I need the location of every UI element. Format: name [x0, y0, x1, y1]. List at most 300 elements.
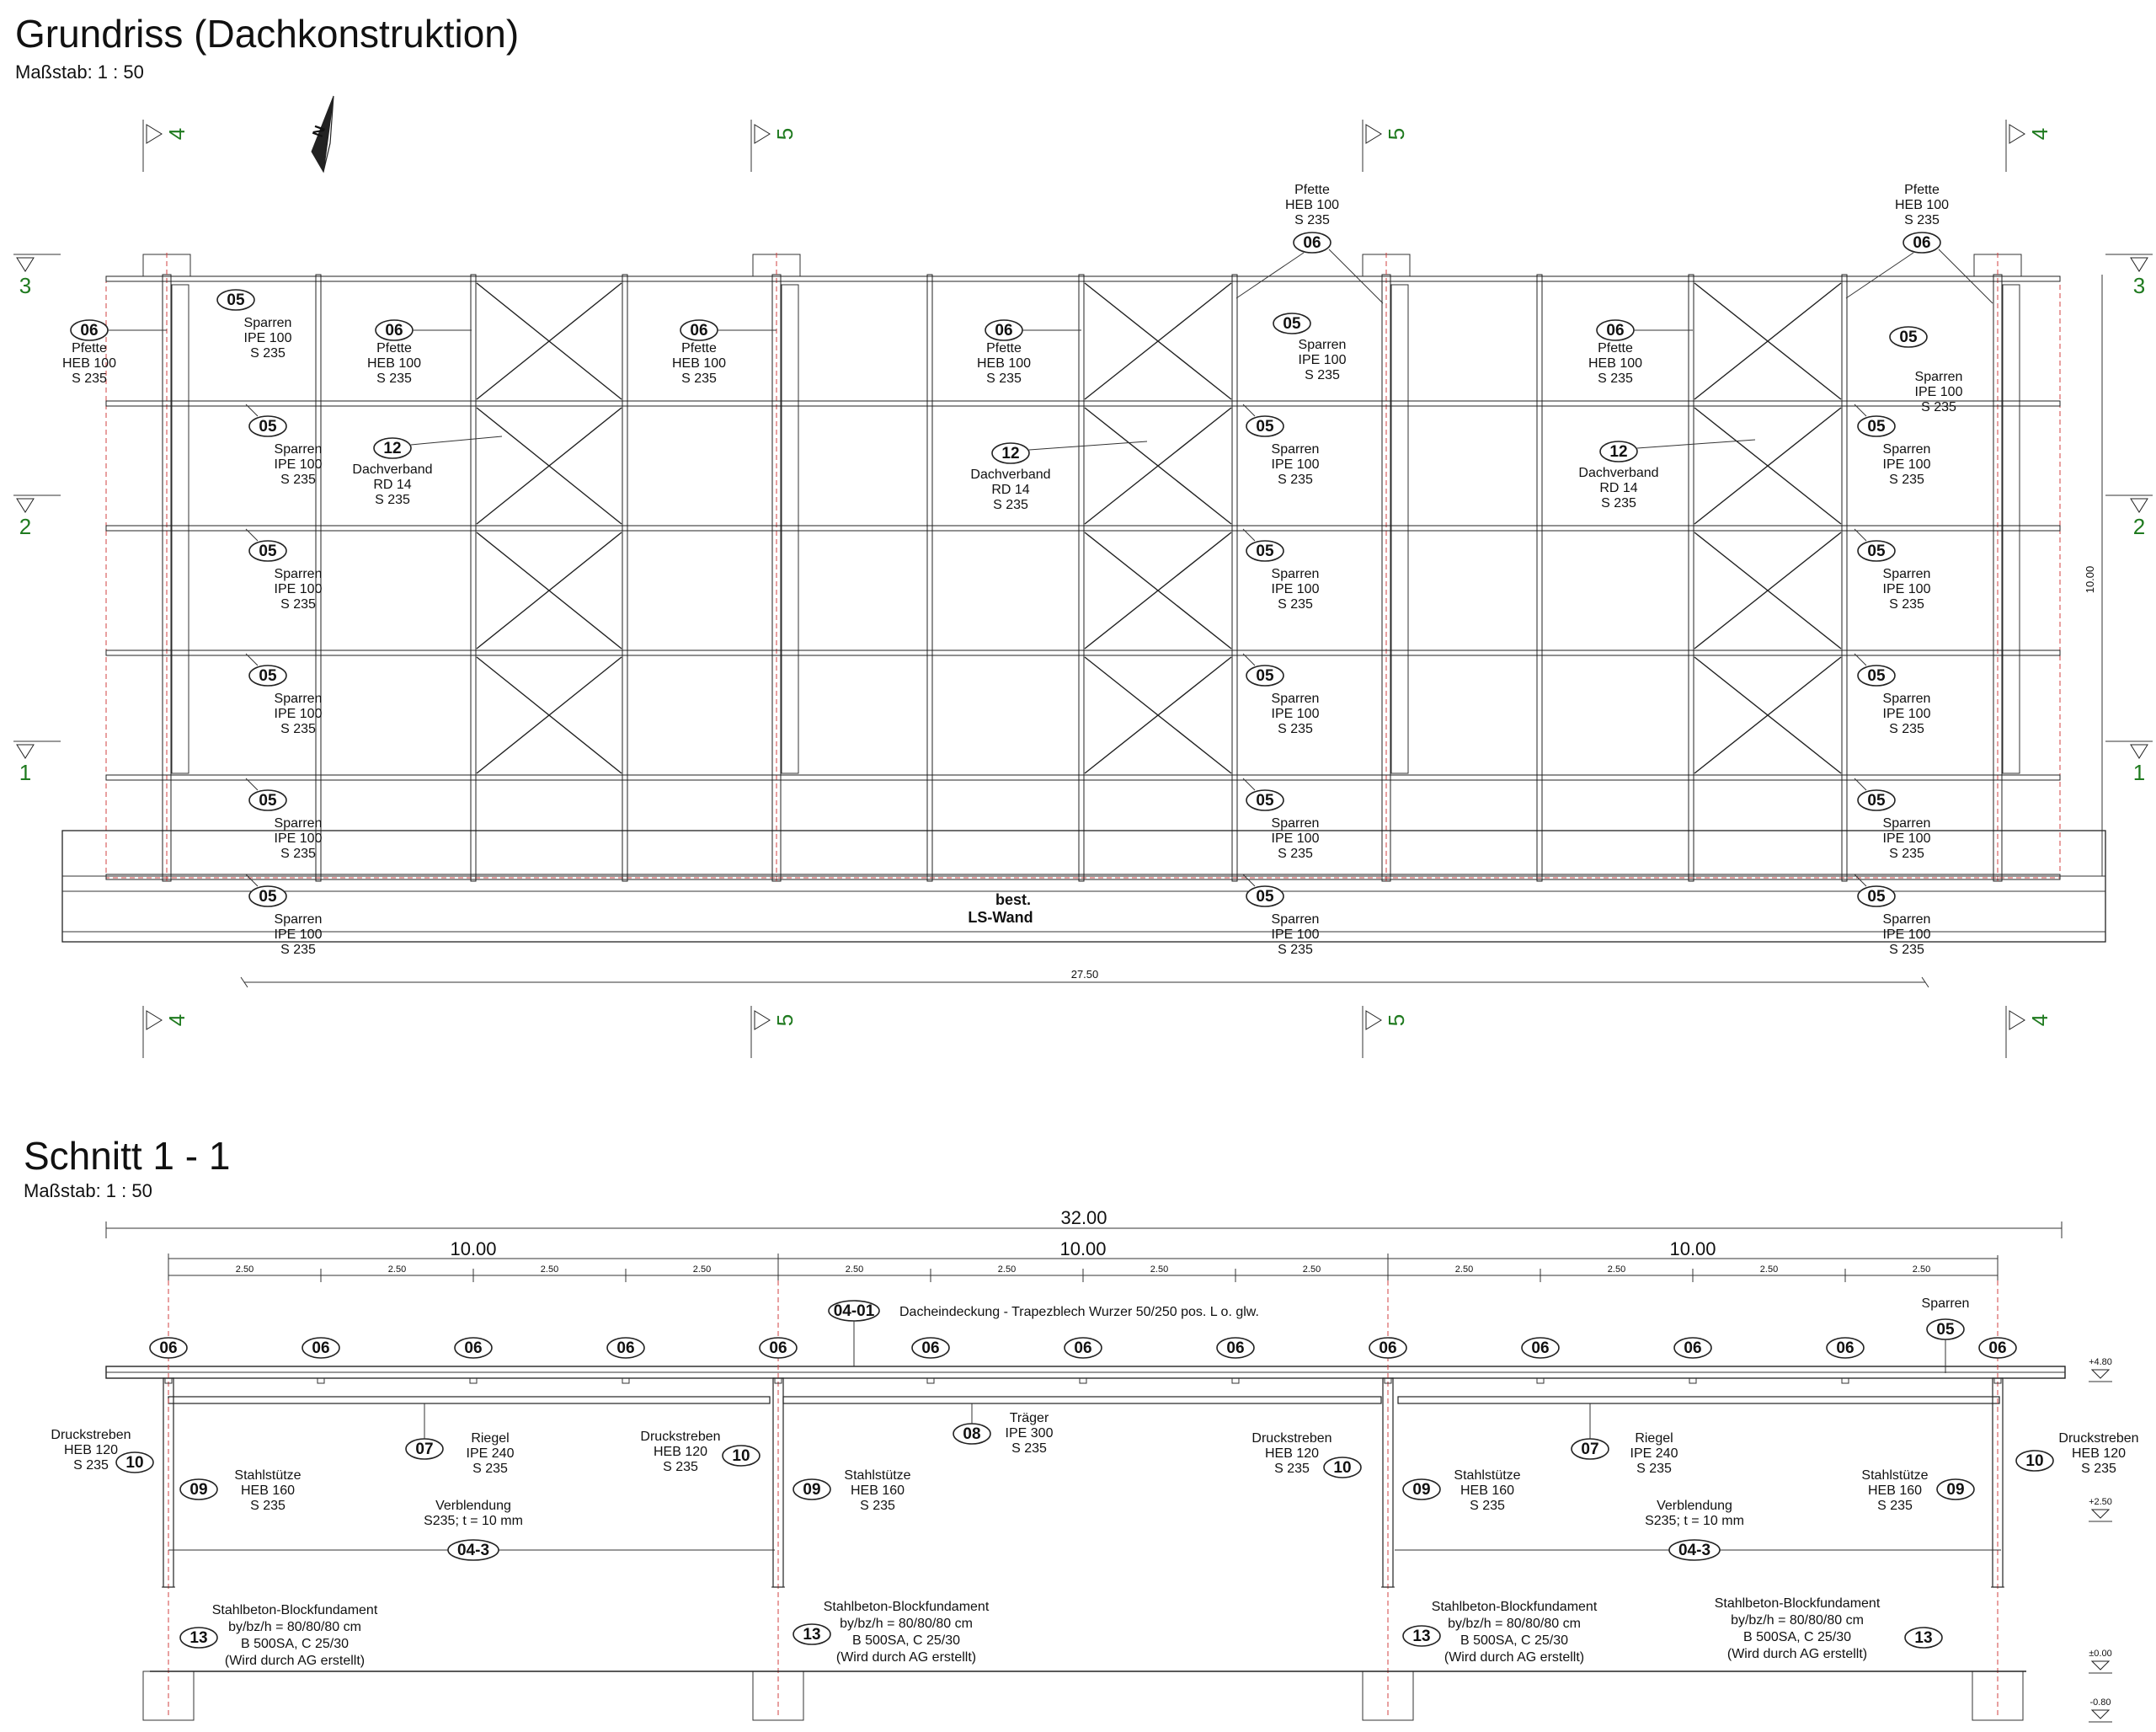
svg-text:10: 10 — [1333, 1459, 1352, 1477]
pfette-section-tag-9 — [1522, 1338, 1559, 1358]
pfette-label-1-1: HEB 100 — [366, 356, 422, 371]
sparren-label-r2-c1-2: S 235 — [1278, 722, 1313, 736]
sparren-label-r1-c2-0: Sparren — [1882, 567, 1931, 581]
traeger-label-0: Träger — [1009, 1411, 1049, 1425]
sparren-label-r2-c2-0: Sparren — [1882, 692, 1931, 706]
pfette-label-3-0: Pfette — [986, 341, 1022, 355]
svg-text:05: 05 — [1256, 667, 1274, 685]
sparren-label-top-mid-0: Sparren — [1298, 338, 1347, 352]
sparren-label-r2-c0-2: S 235 — [280, 722, 316, 736]
pfette-section-tag-8 — [1369, 1338, 1406, 1358]
plan-axis-top-1: 5 — [772, 1013, 798, 1027]
section-dim-sub-1-0: 2.50 — [845, 1264, 864, 1275]
fundament-label-1-1: by/bz/h = 80/80/80 cm — [840, 1617, 973, 1631]
pfette-tag-0 — [71, 320, 108, 340]
section-dim-sub-0-3: 2.50 — [692, 1264, 712, 1275]
sparren-section-label: Sparren — [1921, 1296, 1970, 1311]
sparren-tag-r1-c2 — [1858, 541, 1895, 561]
section-dim-bay-2: 10.00 — [1669, 1238, 1716, 1259]
verblendung-label-1-0: Verblendung — [1657, 1499, 1732, 1513]
stuetze-label-3-0: Stahlstütze — [1861, 1468, 1929, 1483]
plan-purlin-1 — [106, 401, 2060, 406]
sparren-label-r3-c0-0: Sparren — [274, 816, 323, 831]
fundament-label-2-1: by/bz/h = 80/80/80 cm — [1448, 1617, 1581, 1631]
svg-text:05: 05 — [227, 291, 245, 309]
plan-rafter-10 — [1689, 275, 1694, 881]
svg-text:09: 09 — [1412, 1481, 1431, 1499]
svg-text:06: 06 — [921, 1339, 940, 1357]
section-dim-sub-0-0: 2.50 — [235, 1264, 254, 1275]
sparren-label-r1-c0-0: Sparren — [274, 567, 323, 581]
svg-text:05: 05 — [1256, 543, 1274, 560]
sparren-label-r2-c2-1: IPE 100 — [1882, 707, 1931, 721]
plan-dim-depth: 10.00 — [2084, 565, 2096, 594]
fundament-tag-0 — [180, 1628, 217, 1648]
sparren-label-r2-c1-1: IPE 100 — [1271, 707, 1320, 721]
section-dim-sub-1-2: 2.50 — [1150, 1264, 1169, 1275]
sparren-section-tag — [1927, 1319, 1964, 1339]
level-label-1: +2.50 — [2089, 1497, 2112, 1507]
svg-text:13: 13 — [1914, 1629, 1933, 1647]
svg-text:05: 05 — [259, 543, 277, 560]
svg-text:05: 05 — [1867, 543, 1886, 560]
pfette-section-tag-12 — [1979, 1338, 2016, 1358]
strebe-label-1-0: Druckstreben — [640, 1430, 721, 1444]
riegel-tag-1 — [1572, 1439, 1609, 1459]
verband-tag-1 — [992, 443, 1029, 463]
svg-text:08: 08 — [963, 1425, 981, 1443]
svg-text:06: 06 — [1531, 1339, 1550, 1357]
plan-axis-top-0: 4 — [164, 1013, 189, 1027]
verband-label-0-2: S 235 — [375, 493, 410, 507]
stuetze-label-2-2: S 235 — [1470, 1499, 1505, 1513]
pfette-label-1-0: Pfette — [376, 341, 412, 355]
stuetze-label-0-0: Stahlstütze — [234, 1468, 302, 1483]
strebe-label-3-0: Druckstreben — [2058, 1431, 2139, 1446]
section-title: Schnitt 1 - 1 — [24, 1134, 231, 1178]
svg-text:04-3: 04-3 — [456, 1542, 490, 1559]
sparren-label-top-left-2: S 235 — [250, 346, 286, 361]
section-1-1 — [51, 1207, 2138, 1722]
riegel-label-0-2: S 235 — [472, 1462, 508, 1476]
riegel-label-0-1: IPE 240 — [466, 1446, 515, 1461]
pfette-label-4-0: Pfette — [1598, 341, 1633, 355]
sparren-label-r3-c2-0: Sparren — [1882, 816, 1931, 831]
svg-text:12: 12 — [1001, 445, 1020, 462]
fundament-label-0-1: by/bz/h = 80/80/80 cm — [228, 1620, 361, 1634]
plan-purlin-2 — [106, 526, 2060, 531]
svg-text:06: 06 — [80, 322, 99, 339]
sparren-tag-r0-c0 — [249, 416, 286, 436]
fundament-label-1-3: (Wird durch AG erstellt) — [835, 1650, 977, 1665]
pfette-tag-1 — [376, 320, 413, 340]
pfette-top-tag-0 — [1294, 233, 1331, 253]
verband-tag-0 — [374, 438, 411, 458]
fundament-label-0-0: Stahlbeton-Blockfundament — [211, 1603, 378, 1617]
riegel-label-0-0: Riegel — [471, 1431, 510, 1446]
verblendung-label-0-0: Verblendung — [435, 1499, 511, 1513]
fundament-label-3-0: Stahlbeton-Blockfundament — [1714, 1596, 1881, 1611]
stuetze-label-1-2: S 235 — [860, 1499, 895, 1513]
svg-text:05: 05 — [259, 792, 277, 810]
stuetze-label-0-1: HEB 160 — [240, 1483, 296, 1498]
svg-text:07: 07 — [1581, 1441, 1599, 1458]
sparren-label-r4-c2-2: S 235 — [1889, 943, 1924, 957]
sparren-label-r3-c1-1: IPE 100 — [1271, 831, 1320, 846]
stuetze-tag-0 — [180, 1479, 217, 1499]
verblendung-label-0-1: S235; t = 10 mm — [424, 1514, 523, 1528]
sparren-label-r4-c1-0: Sparren — [1271, 912, 1320, 927]
sparren-tag-r0-c2 — [1858, 416, 1895, 436]
svg-text:12: 12 — [1609, 443, 1628, 461]
pfette-top-label-0-0: Pfette — [1294, 183, 1330, 197]
pfette-label-2-0: Pfette — [681, 341, 717, 355]
svg-text:06: 06 — [995, 322, 1013, 339]
plan-rafter-5 — [927, 275, 932, 881]
svg-text:04-3: 04-3 — [1678, 1542, 1711, 1559]
svg-text:05: 05 — [1283, 315, 1301, 333]
fundament-tag-1 — [793, 1624, 830, 1644]
fundament-label-2-0: Stahlbeton-Blockfundament — [1431, 1600, 1598, 1614]
plan-purlin-4 — [106, 775, 2060, 780]
pfette-top-label-0-2: S 235 — [1294, 213, 1330, 227]
wall-label-1: best. — [995, 891, 1032, 908]
level-label-2: ±0.00 — [2089, 1649, 2112, 1659]
pfette-label-4-1: HEB 100 — [1588, 356, 1643, 371]
fundament-tag-2 — [1403, 1626, 1440, 1646]
svg-text:06: 06 — [385, 322, 403, 339]
plan-axis-side-0: 3 — [19, 273, 32, 298]
strebe-tag-2 — [1324, 1457, 1361, 1478]
sparren-tag-r1-c0 — [249, 541, 286, 561]
sparren-label-r0-c0-2: S 235 — [280, 473, 316, 487]
strebe-label-2-0: Druckstreben — [1251, 1431, 1332, 1446]
stuetze-label-2-0: Stahlstütze — [1454, 1468, 1521, 1483]
riegel-tag-0 — [406, 1439, 443, 1459]
verblendung-tag-1 — [1669, 1540, 1720, 1560]
sparren-label-r3-c2-1: IPE 100 — [1882, 831, 1931, 846]
pfette-top-label-1-1: HEB 100 — [1894, 198, 1950, 212]
pfette-label-0-2: S 235 — [72, 372, 107, 386]
svg-text:06: 06 — [1379, 1339, 1397, 1357]
sparren-tag-top-mid — [1273, 313, 1310, 334]
pfette-section-tag-1 — [302, 1338, 339, 1358]
svg-text:06: 06 — [1074, 1339, 1092, 1357]
sparren-label-top-mid-2: S 235 — [1305, 368, 1340, 382]
svg-text:12: 12 — [383, 440, 402, 457]
plan-rafter-6 — [1079, 275, 1084, 881]
sparren-label-top-right-0: Sparren — [1914, 370, 1963, 384]
sparren-label-r4-c0-0: Sparren — [274, 912, 323, 927]
svg-text:06: 06 — [1913, 234, 1931, 252]
sparren-label-r3-c0-1: IPE 100 — [274, 831, 323, 846]
svg-text:05: 05 — [1867, 888, 1886, 906]
pfette-label-0-1: HEB 100 — [61, 356, 117, 371]
plan-rafter-7 — [1232, 275, 1237, 881]
plan-axis-side-2: 1 — [19, 760, 32, 785]
fundament-label-0-2: B 500SA, C 25/30 — [240, 1637, 350, 1651]
plan-axis-top-1: 5 — [772, 127, 798, 141]
sparren-tag-r4-c0 — [249, 886, 286, 906]
svg-text:06: 06 — [1988, 1339, 2007, 1357]
section-dim-sub-0-2: 2.50 — [540, 1264, 559, 1275]
svg-text:13: 13 — [189, 1629, 208, 1647]
stuetze-label-1-1: HEB 160 — [850, 1483, 905, 1498]
stuetze-tag-2 — [1403, 1479, 1440, 1499]
verband-label-0-1: RD 14 — [373, 478, 412, 492]
sparren-label-r4-c0-2: S 235 — [280, 943, 316, 957]
plan-axis-top-3: 4 — [2027, 1013, 2052, 1027]
plan-axis-top-3: 4 — [2027, 127, 2052, 141]
sparren-label-r4-c1-2: S 235 — [1278, 943, 1313, 957]
sparren-tag-r4-c1 — [1246, 886, 1283, 906]
sparren-tag-top-right — [1890, 327, 1927, 347]
svg-text:06: 06 — [1684, 1339, 1702, 1357]
sparren-tag-r4-c2 — [1858, 886, 1895, 906]
pfette-label-2-2: S 235 — [681, 372, 717, 386]
traeger-label-2: S 235 — [1011, 1441, 1047, 1456]
plan-axis-top-2: 5 — [1384, 1013, 1409, 1027]
verband-label-1-1: RD 14 — [991, 483, 1030, 497]
strebe-label-2-1: HEB 120 — [1264, 1446, 1320, 1461]
pfette-section-tag-11 — [1827, 1338, 1864, 1358]
sparren-tag-r2-c0 — [249, 666, 286, 686]
section-dim-bay-1: 10.00 — [1059, 1238, 1107, 1259]
svg-text:06: 06 — [1226, 1339, 1245, 1357]
svg-text:05: 05 — [1256, 792, 1274, 810]
sparren-label-r1-c1-2: S 235 — [1278, 597, 1313, 612]
stuetze-label-3-2: S 235 — [1877, 1499, 1913, 1513]
svg-text:05: 05 — [1936, 1321, 1955, 1339]
section-dim-sub-1-1: 2.50 — [997, 1264, 1017, 1275]
pfette-tag-2 — [680, 320, 718, 340]
pfette-top-tag-1 — [1903, 233, 1940, 253]
svg-text:06: 06 — [769, 1339, 787, 1357]
sparren-label-r0-c0-1: IPE 100 — [274, 457, 323, 472]
verband-label-1-0: Dachverband — [970, 468, 1051, 482]
svg-text:09: 09 — [803, 1481, 821, 1499]
sparren-label-r2-c0-1: IPE 100 — [274, 707, 323, 721]
svg-text:06: 06 — [616, 1339, 635, 1357]
svg-text:06: 06 — [464, 1339, 483, 1357]
sparren-label-r3-c1-2: S 235 — [1278, 847, 1313, 861]
strebe-label-0-0: Druckstreben — [51, 1428, 131, 1442]
sparren-label-r0-c1-0: Sparren — [1271, 442, 1320, 457]
strebe-label-2-2: S 235 — [1274, 1462, 1310, 1476]
verband-tag-2 — [1600, 441, 1637, 462]
pfette-label-3-2: S 235 — [986, 372, 1022, 386]
pfette-label-3-1: HEB 100 — [976, 356, 1032, 371]
sparren-label-top-right-1: IPE 100 — [1914, 385, 1963, 399]
verblendung-label-1-1: S235; t = 10 mm — [1645, 1514, 1744, 1528]
plan-axis-top-2: 5 — [1384, 127, 1409, 141]
sparren-label-r0-c2-1: IPE 100 — [1882, 457, 1931, 472]
plan-axis-side-1: 2 — [19, 514, 32, 539]
section-dim-sub-0-1: 2.50 — [387, 1264, 407, 1275]
sparren-label-r2-c1-0: Sparren — [1271, 692, 1320, 706]
plan-dim-width: 27.50 — [1070, 968, 1099, 981]
svg-text:06: 06 — [1303, 234, 1321, 252]
fundament-label-3-1: by/bz/h = 80/80/80 cm — [1731, 1613, 1864, 1628]
section-dim-total: 32.00 — [1060, 1207, 1107, 1228]
pfette-tag-3 — [985, 320, 1022, 340]
sparren-label-r0-c1-2: S 235 — [1278, 473, 1313, 487]
sparren-label-r1-c0-1: IPE 100 — [274, 582, 323, 596]
strebe-label-1-1: HEB 120 — [653, 1445, 708, 1459]
section-dim-bay-0: 10.00 — [450, 1238, 497, 1259]
sparren-tag-r1-c1 — [1246, 541, 1283, 561]
wall-label-2: LS-Wand — [968, 909, 1033, 926]
verband-label-2-1: RD 14 — [1599, 481, 1638, 495]
verblendung-tag-0 — [448, 1540, 499, 1560]
sparren-label-r1-c1-0: Sparren — [1271, 567, 1320, 581]
traeger-label-1: IPE 300 — [1005, 1426, 1054, 1441]
pfette-tag-4 — [1597, 320, 1634, 340]
fundament-tag-3 — [1905, 1628, 1942, 1648]
pfette-label-4-2: S 235 — [1598, 372, 1633, 386]
fundament-label-2-3: (Wird durch AG erstellt) — [1444, 1650, 1585, 1665]
stuetze-tag-1 — [793, 1479, 830, 1499]
pfette-section-tag-6 — [1065, 1338, 1102, 1358]
pfette-top-label-1-2: S 235 — [1904, 213, 1940, 227]
sparren-label-top-left-0: Sparren — [243, 316, 292, 330]
svg-text:06: 06 — [159, 1339, 178, 1357]
sparren-label-r0-c2-0: Sparren — [1882, 442, 1931, 457]
sparren-label-top-right-2: S 235 — [1921, 400, 1956, 414]
sparren-label-r4-c2-1: IPE 100 — [1882, 927, 1931, 942]
pfette-section-tag-5 — [912, 1338, 949, 1358]
sparren-label-r1-c1-1: IPE 100 — [1271, 582, 1320, 596]
strebe-tag-3 — [2016, 1451, 2053, 1471]
section-dim-sub-2-0: 2.50 — [1454, 1264, 1474, 1275]
sparren-label-top-mid-1: IPE 100 — [1298, 353, 1347, 367]
svg-text:05: 05 — [1256, 888, 1274, 906]
section-dim-sub-2-2: 2.50 — [1759, 1264, 1779, 1275]
riegel-label-1-1: IPE 240 — [1630, 1446, 1678, 1461]
svg-text:04-01: 04-01 — [833, 1302, 875, 1320]
plan-rafter-3 — [622, 275, 627, 881]
section-dim-sub-2-3: 2.50 — [1912, 1264, 1931, 1275]
sparren-tag-r0-c1 — [1246, 416, 1283, 436]
fundament-label-3-3: (Wird durch AG erstellt) — [1726, 1647, 1868, 1661]
stuetze-label-1-0: Stahlstütze — [844, 1468, 911, 1483]
pfette-section-tag-0 — [150, 1338, 187, 1358]
plan-rafter-11 — [1842, 275, 1847, 881]
pfette-label-0-0: Pfette — [72, 341, 107, 355]
svg-text:06: 06 — [690, 322, 708, 339]
svg-text:05: 05 — [259, 667, 277, 685]
pfette-section-tag-4 — [760, 1338, 797, 1358]
svg-text:N: N — [308, 123, 329, 140]
svg-text:06: 06 — [312, 1339, 330, 1357]
fundament-label-1-0: Stahlbeton-Blockfundament — [823, 1600, 990, 1614]
pfette-section-tag-7 — [1217, 1338, 1254, 1358]
sparren-label-r2-c0-0: Sparren — [274, 692, 323, 706]
plan-purlin-0 — [106, 276, 2060, 281]
plan-scale: Maßstab: 1 : 50 — [15, 61, 144, 83]
svg-text:05: 05 — [259, 888, 277, 906]
svg-text:13: 13 — [1412, 1628, 1431, 1645]
stuetze-label-2-1: HEB 160 — [1460, 1483, 1515, 1498]
level-label-3: -0.80 — [2089, 1697, 2111, 1708]
svg-text:09: 09 — [1946, 1481, 1965, 1499]
svg-text:06: 06 — [1836, 1339, 1854, 1357]
plan-rafter-2 — [471, 275, 476, 881]
stuetze-label-3-1: HEB 160 — [1867, 1483, 1923, 1498]
strebe-label-0-2: S 235 — [73, 1458, 109, 1473]
strebe-label-3-2: S 235 — [2081, 1462, 2116, 1476]
plan-rafter-9 — [1537, 275, 1542, 881]
sparren-label-r4-c2-0: Sparren — [1882, 912, 1931, 927]
roof-tag — [829, 1301, 879, 1321]
section-dim-sub-1-3: 2.50 — [1302, 1264, 1321, 1275]
sparren-tag-r2-c2 — [1858, 666, 1895, 686]
svg-text:13: 13 — [803, 1626, 821, 1644]
sparren-label-r3-c2-2: S 235 — [1889, 847, 1924, 861]
riegel-label-1-2: S 235 — [1636, 1462, 1672, 1476]
roof-label: Dacheindeckung - Trapezblech Wurzer 50/250 pos. L o. glw. — [899, 1305, 1259, 1319]
pfette-section-tag-3 — [607, 1338, 644, 1358]
sparren-label-r1-c2-1: IPE 100 — [1882, 582, 1931, 596]
sparren-label-r1-c0-2: S 235 — [280, 597, 316, 612]
verband-label-0-0: Dachverband — [352, 462, 433, 477]
sparren-tag-top-left — [217, 290, 254, 310]
pfette-label-2-1: HEB 100 — [671, 356, 727, 371]
pfette-label-1-2: S 235 — [376, 372, 412, 386]
plan-axis-side-0: 3 — [2132, 273, 2146, 298]
roof-plan — [13, 120, 2153, 1058]
stuetze-tag-3 — [1937, 1479, 1974, 1499]
fundament-label-1-2: B 500SA, C 25/30 — [851, 1633, 961, 1648]
sparren-label-r0-c0-0: Sparren — [274, 442, 323, 457]
traeger-tag — [953, 1424, 990, 1444]
svg-text:05: 05 — [1867, 418, 1886, 436]
section-dim-sub-2-1: 2.50 — [1607, 1264, 1626, 1275]
verband-label-2-2: S 235 — [1601, 496, 1636, 511]
verband-label-2-0: Dachverband — [1578, 466, 1659, 480]
svg-text:05: 05 — [1256, 418, 1274, 436]
plan-title: Grundriss (Dachkonstruktion) — [15, 12, 520, 56]
riegel-label-1-0: Riegel — [1635, 1431, 1673, 1446]
plan-purlin-5 — [106, 874, 2060, 879]
fundament-label-2-2: B 500SA, C 25/30 — [1460, 1633, 1569, 1648]
strebe-tag-1 — [723, 1446, 760, 1466]
svg-text:10: 10 — [125, 1454, 144, 1472]
plan-axis-top-0: 4 — [164, 127, 189, 141]
pfette-top-label-1-0: Pfette — [1904, 183, 1940, 197]
svg-text:05: 05 — [1899, 329, 1918, 346]
svg-text:10: 10 — [2025, 1452, 2044, 1470]
section-scale: Maßstab: 1 : 50 — [24, 1180, 152, 1201]
sparren-label-r1-c2-2: S 235 — [1889, 597, 1924, 612]
svg-text:09: 09 — [189, 1481, 208, 1499]
svg-text:10: 10 — [732, 1447, 750, 1465]
plan-axis-side-1: 2 — [2132, 514, 2146, 539]
sparren-label-top-left-1: IPE 100 — [243, 331, 292, 345]
sparren-tag-r2-c1 — [1246, 666, 1283, 686]
sparren-label-r4-c0-1: IPE 100 — [274, 927, 323, 942]
strebe-label-0-1: HEB 120 — [63, 1443, 119, 1457]
sparren-label-r3-c1-0: Sparren — [1271, 816, 1320, 831]
level-label-0: +4.80 — [2089, 1357, 2112, 1367]
verband-label-1-2: S 235 — [993, 498, 1028, 512]
sparren-label-r4-c1-1: IPE 100 — [1271, 927, 1320, 942]
plan-purlin-3 — [106, 650, 2060, 655]
strebe-label-1-2: S 235 — [663, 1460, 698, 1474]
pfette-top-label-0-1: HEB 100 — [1284, 198, 1340, 212]
svg-text:05: 05 — [1867, 667, 1886, 685]
sparren-label-r0-c2-2: S 235 — [1889, 473, 1924, 487]
